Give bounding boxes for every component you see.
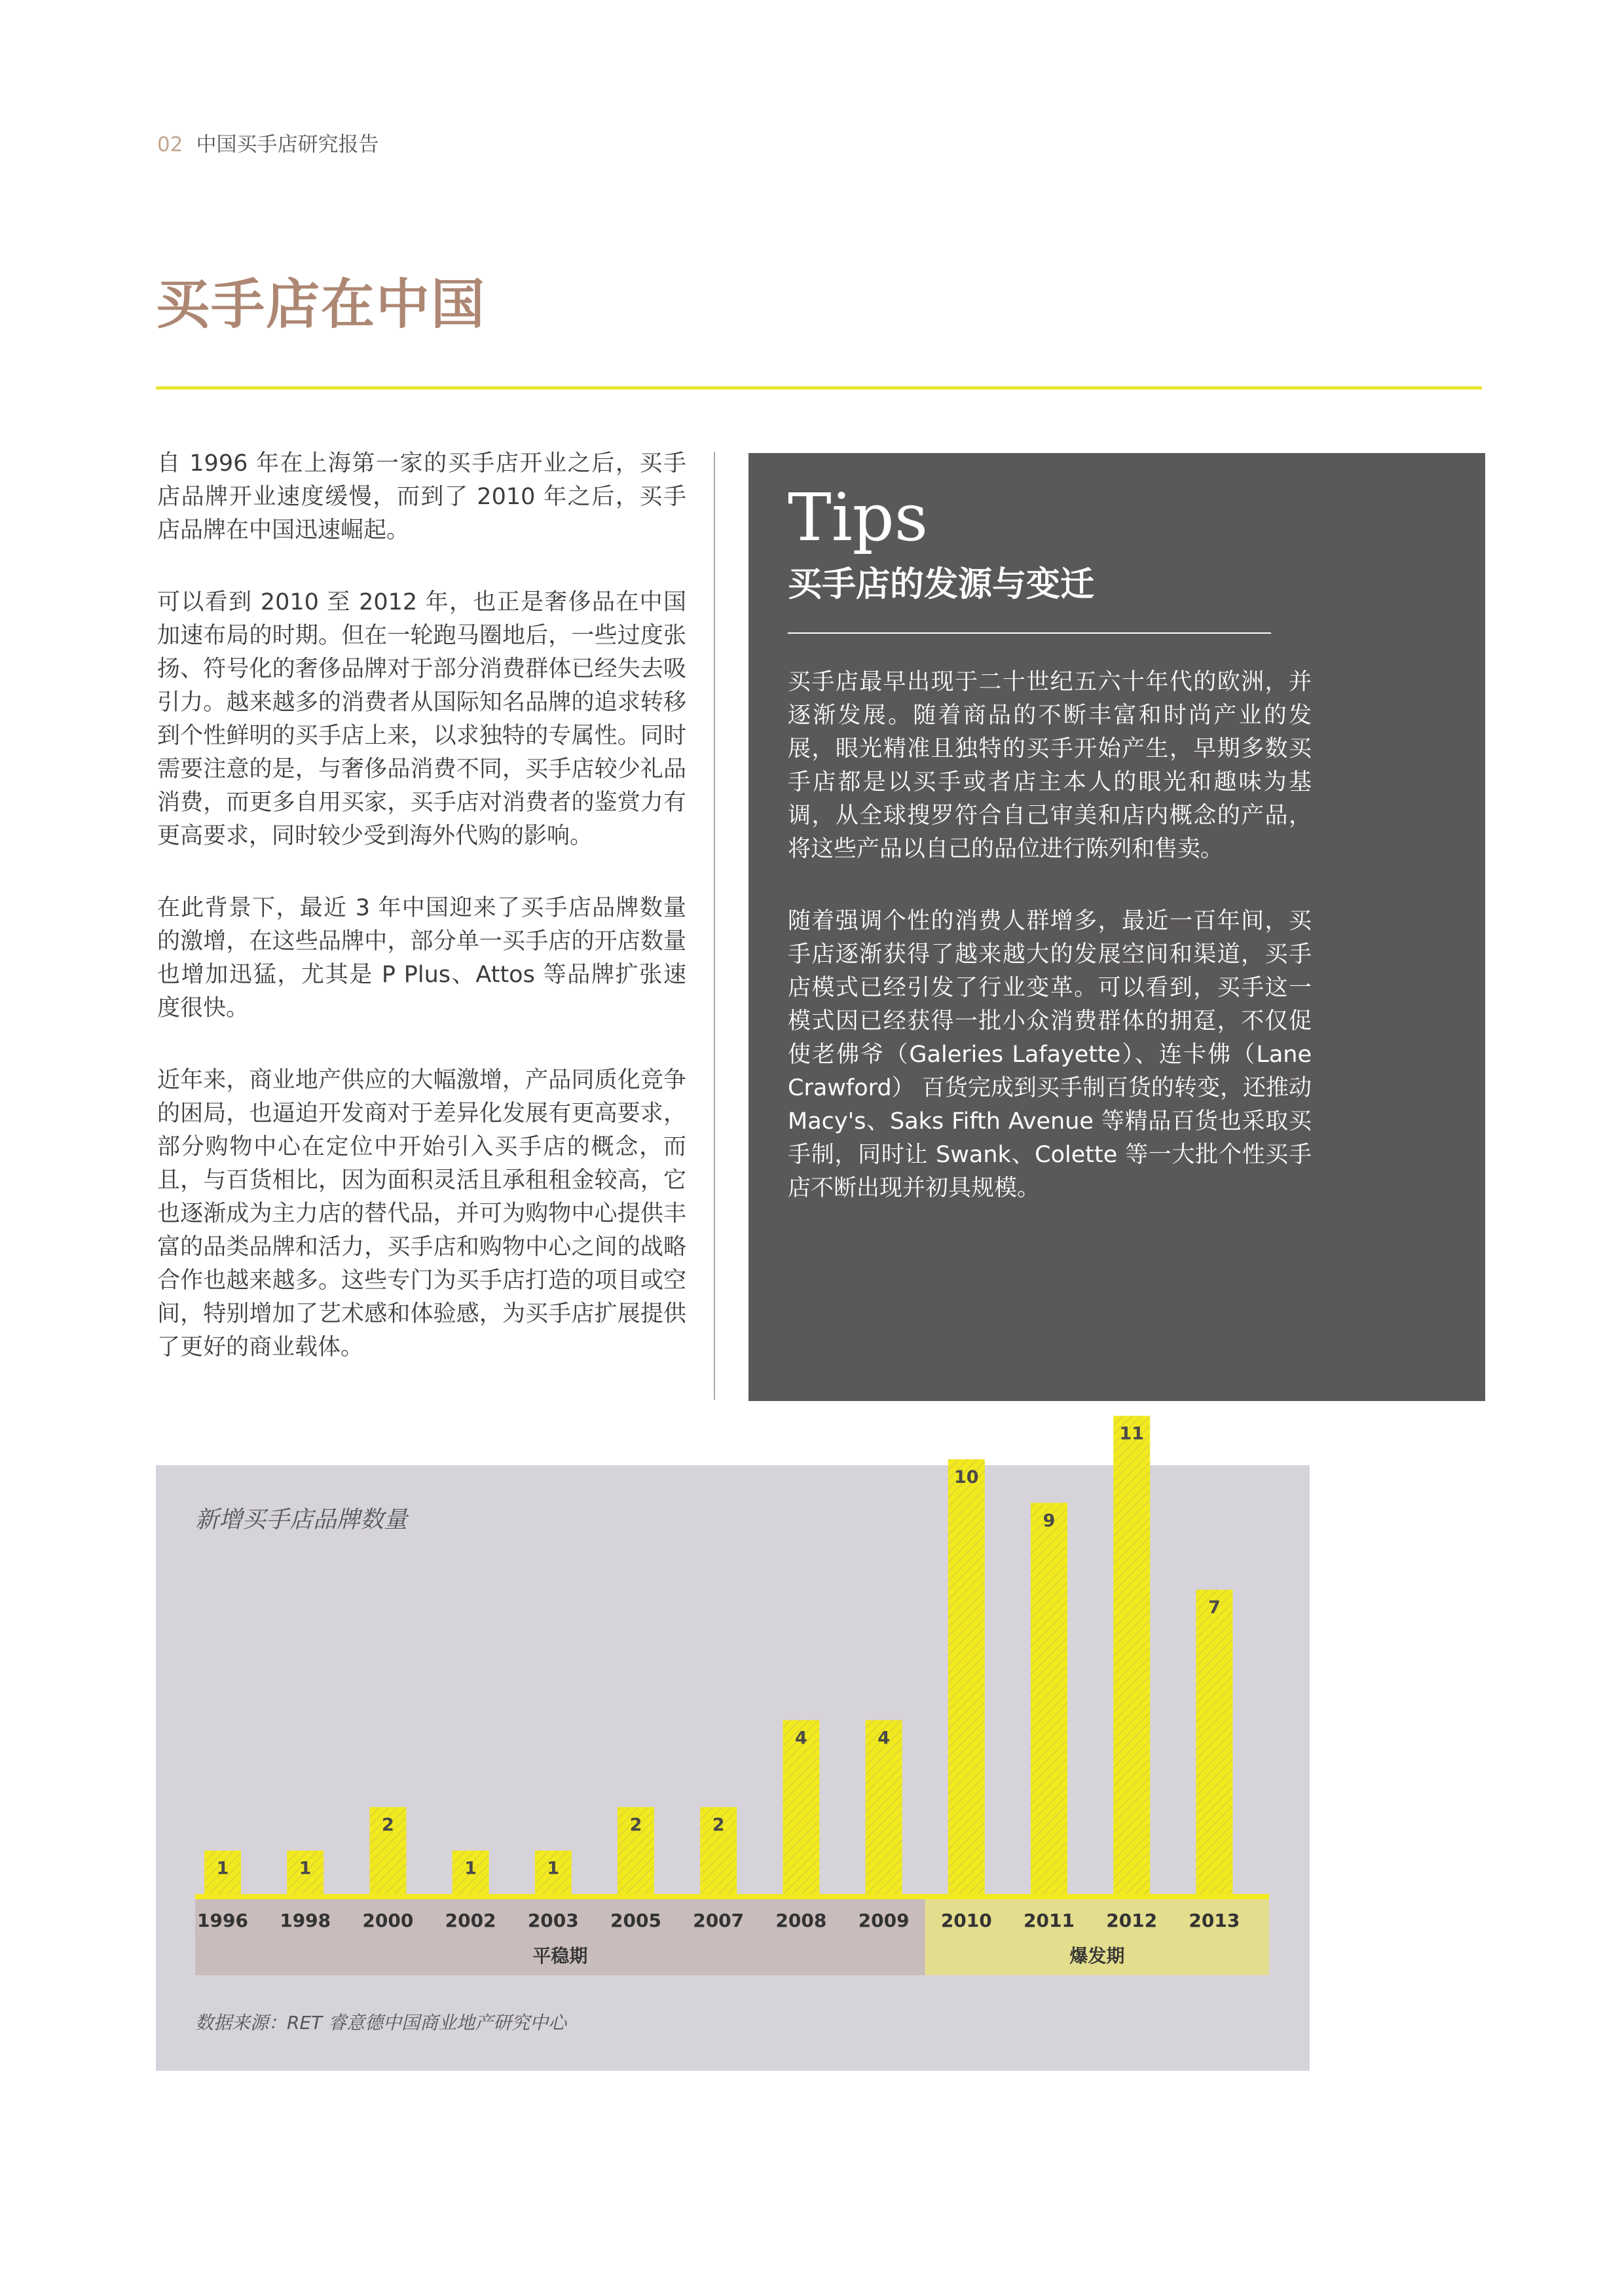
tips-title: Tips [788, 479, 929, 556]
year-label: 2010 [940, 1910, 992, 1931]
year-label: 2009 [858, 1910, 910, 1931]
year-label: 2002 [445, 1910, 496, 1931]
page-title: 买手店在中国 [156, 273, 487, 336]
page-header [157, 128, 378, 157]
bar-value-label: 1 [299, 1858, 312, 1879]
bar-value-label: 10 [954, 1467, 979, 1487]
bar-value-label: 1 [216, 1858, 229, 1879]
tips-body [788, 666, 1312, 1244]
bar-value-label: 1 [464, 1858, 477, 1879]
bar-value-label: 4 [795, 1728, 807, 1749]
year-label: 2012 [1106, 1910, 1158, 1931]
year-label: 2013 [1189, 1910, 1240, 1931]
page-number: 02 [157, 133, 183, 156]
period-label: 平稳期 [532, 1945, 588, 1967]
bar-value-label: 7 [1208, 1597, 1221, 1618]
paragraph: 近年来，商业地产供应的大幅激增，产品同质化竞争的困局，也逼迫开发商对于差异化发展有更高要求，部分购物中心在定位中开始引入买手店的概念，而且，与百货相比，因为面积灵活且承租租金较高，它也逐渐成为主力店的替代品，并可为购物中心提供丰富的品类品牌和活力，买手店和购物中心之间的战略合作也越来越多。这些专门为买手店打造的项目或空间，特别增加了艺术感和体验感，为买手店扩展提供了更好的商业载体。 [157, 1067, 686, 1360]
bar-value-label: 9 [1043, 1510, 1056, 1531]
main-text-column [157, 447, 686, 1403]
year-label: 1996 [197, 1910, 248, 1931]
tips-subtitle: 买手店的发源与变迁 [788, 565, 1095, 604]
year-label: 2005 [610, 1910, 661, 1931]
column-divider [714, 452, 715, 1400]
bar-chart [156, 1423, 1310, 2071]
year-label: 2000 [362, 1910, 414, 1931]
year-label: 2003 [527, 1910, 579, 1931]
year-label: 1998 [280, 1910, 331, 1931]
paragraph: 可以看到 2010 至 2012 年，也正是奢侈品在中国加速布局的时期。但在一轮跑马圈地后，一些过度张扬、符号化的奢侈品牌对于部分消费群体已经失去吸引力。越来越多的消费者从国际知名品牌的追求转移到个性鲜明的买手店上来，以求独特的专属性。同时需要注意的是，与奢侈品消费不同，买手店较少礼品消费，而更多自用买家，买手店对消费者的鉴赏力有更高要求，同时较少受到海外代购的影响。 [157, 589, 686, 849]
bar-value-label: 2 [629, 1815, 642, 1836]
bar-value-label: 2 [712, 1815, 725, 1836]
bar [1031, 1503, 1067, 1894]
year-label: 2011 [1024, 1910, 1075, 1931]
chart-title: 新增买手店品牌数量 [195, 1506, 408, 1533]
year-label: 2008 [775, 1910, 827, 1931]
year-label: 2007 [693, 1910, 745, 1931]
tips-paragraph: 买手店最早出现于二十世纪五六十年代的欧洲，并逐渐发展。随着商品的不断丰富和时尚产业的发展，眼光精准且独特的买手开始产生，早期多数买手店都是以买手或者店主本人的眼光和趣味为基调，从全球搜罗符合自己审美和店内概念的产品，将这些产品以自己的品位进行陈列和售卖。 [788, 669, 1312, 862]
tips-box [748, 453, 1485, 1401]
paragraph: 在此背景下，最近 3 年中国迎来了买手店品牌数量的激增，在这些品牌中，部分单一买手店的开店数量也增加迅猛，尤其是 P Plus、Attos 等品牌扩张速度很快。 [157, 895, 686, 1021]
tips-divider [788, 632, 1271, 634]
report-title: 中国买手店研究报告 [196, 133, 379, 156]
tips-paragraph: 随着强调个性的消费人群增多，最近一百年间，买手店逐渐获得了越来越大的发展空间和渠道，买手店模式已经引发了行业变革。可以看到，买手这一模式因已经获得一批小众消费群体的拥趸，不仅促使老佛爷（Galeries Lafayette）、连卡佛（Lane Crawford） 百货完成到买手制百货的转变，还推动 Macy's、Saks Fifth Avenue 等精品百货也采取买手制，同时让 Swank、Colette 等一大批个性买手店不断出现并初具规模。 [788, 908, 1312, 1201]
bar [1196, 1590, 1232, 1894]
bar-value-label: 11 [1119, 1423, 1144, 1444]
title-divider [156, 386, 1482, 390]
data-source: 数据来源：RET 睿意德中国商业地产研究中心 [195, 2012, 567, 2033]
period-label: 爆发期 [1069, 1945, 1125, 1967]
chart-panel [156, 1423, 1310, 2071]
bar-value-label: 1 [547, 1858, 560, 1879]
chart-baseline [195, 1894, 1269, 1899]
bar-value-label: 4 [877, 1728, 890, 1749]
paragraph: 自 1996 年在上海第一家的买手店开业之后，买手店品牌开业速度缓慢，而到了 2010 年之后，买手店品牌在中国迅速崛起。 [157, 450, 686, 543]
bar [1113, 1416, 1150, 1894]
bar-value-label: 2 [382, 1815, 394, 1836]
bar [948, 1459, 985, 1894]
